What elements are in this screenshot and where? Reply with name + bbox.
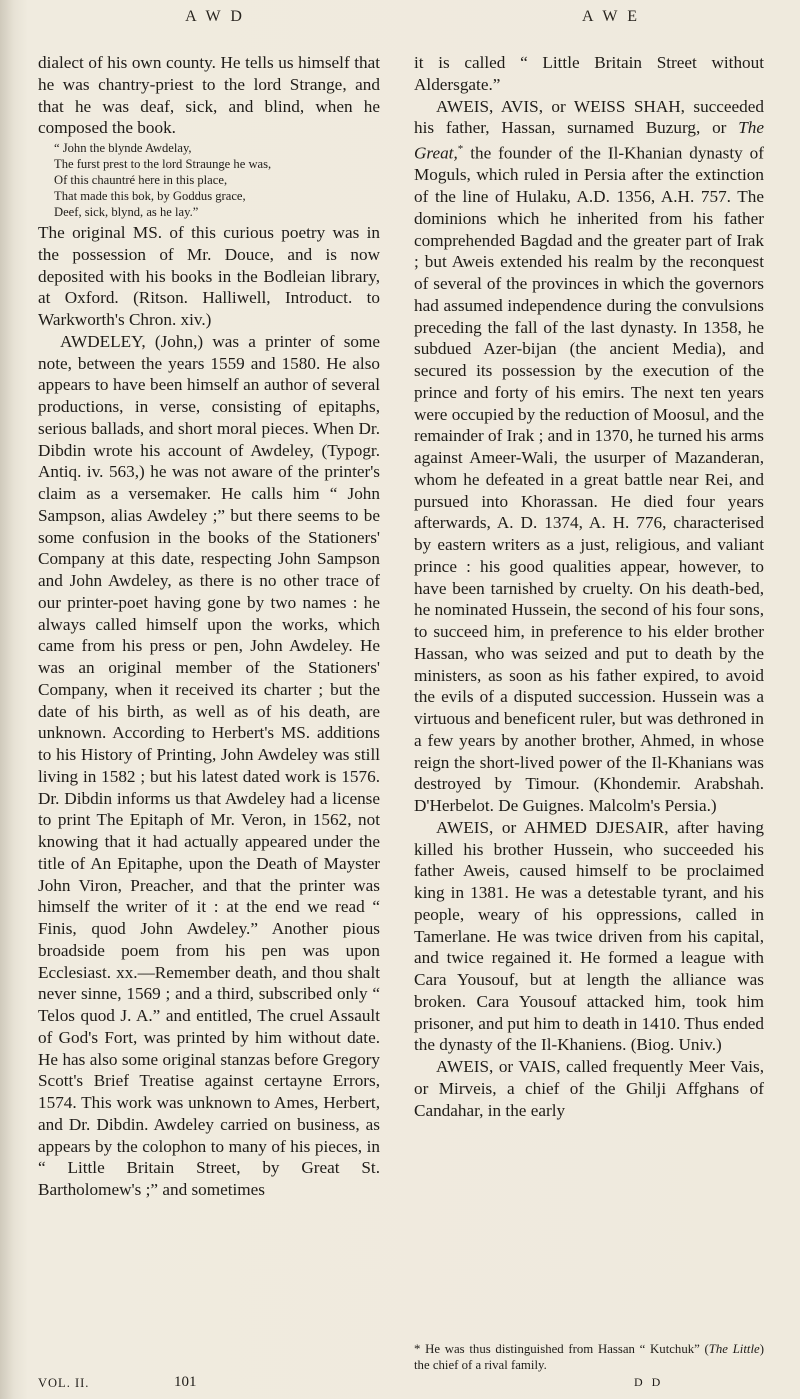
entry-text: AWEIS, AVIS, or WEISS SHAH, succeeded his father, Hassan, surnamed Buzurg, or — [414, 96, 764, 138]
page-number: 101 — [174, 1374, 197, 1390]
epithet-italic: The Great, — [414, 118, 764, 163]
footnote-italic: The Little — [708, 1342, 760, 1356]
volume-label: VOL. II. — [38, 1376, 90, 1390]
footnote-marker: * — [457, 143, 464, 155]
verse-quotation — [54, 140, 380, 220]
running-head-left: A W D — [185, 8, 245, 25]
verse-line: Deef, sick, blynd, as he lay.” — [54, 205, 199, 219]
entry-text: the founder of the Il-Khanian dynasty of Moguls, which ruled in Persia after the extinction of the line of Hulaku, A.D. 1356, A.H. 757. The dominions which he inherited from his father comprehended Bagdad and the greater part of Irak ; but Aweis extended his realm by the reconquest of several of the provinces in which the governors had assumed independence during the convulsions preceding the fall of the last dynasty. In 1358, he subdued Azer-bijan (the ancient Media), and secured its possession by the execution of the prince and forty of his emirs. The next ten years were occupied by the reduction of Moosul, and the remainder of Irak ; and in 1370, he turned his arms against Ameer-Wali, the usurper of Mazanderan, whom he defeated in a great battle near Rei, and pursued into Khorassan. He died four years afterwards, A. D. 1374, A. H. 776, characterised by eastern writers as a just, religious, and valiant prince : his good qualities appear, however, to have been tarnished by cruelty. On his death-bed, he nominated Hussein, the second of his four sons, to succeed him, in preference to his elder brother Hassan, who was seized and put to death by the ministers, as soon as his father expired, to avoid the evils of a disputed succession. Hussein was a virtuous and beneficent ruler, but was dethroned in a few years by another brother, Ahmed, in whose reign the short-lived power of the Il-Khanians was destroyed by Timour. (Khondemir. Arabshah. D'Herbelot. De Guignes. Malcolm's Persia.) — [414, 143, 764, 816]
right-column — [414, 52, 764, 1121]
entry-aweis-vais: AWEIS, or VAIS, called frequently Meer Vais, or Mirveis, a chief of the Ghilji Affghans of Candahar, in the early — [414, 1057, 764, 1120]
entry-aweis-ahmed: AWEIS, or AHMED DJESAIR, after having killed his brother Hussein, who succeeded his father Aweis, caused himself to be proclaimed king in 1381. He was a detestable tyrant, and his people, weary of his oppressions, called in Tamerlane. He was twice driven from his capital, and twice regained it. He formed a league with Cara Yousouf, but at length the alliance was broken. Cara Yousouf attacked him, took him prisoner, and put him to death in 1410. Thus ended the dynasty of the Il-Khaniens. (Biog. Univ.) — [414, 817, 764, 1055]
verse-line: “ John the blynde Awdelay, — [54, 141, 192, 155]
left-paragraph-1: dialect of his own county. He tells us himself that he was chantry-priest to the lord Strange, and that he was deaf, sick, and blind, when he composed the book. — [38, 53, 380, 138]
right-paragraph-1: it is called “ Little Britain Street without Aldersgate.” — [414, 53, 764, 94]
footnote — [414, 1342, 764, 1373]
entry-awdeley-john: AWDELEY, (John,) was a printer of some note, between the years 1559 and 1580. He also appears to have been himself an author of several productions, in verse, consisting of epitaphs, serious ballads, and short moral pieces. When Dr. Dibdin wrote his account of Awdeley, (Typogr. Antiq. iv. 563,) he was not aware of the printer's claim as a versemaker. He calls him “ John Sampson, alias Awdeley ;” but there seems to be some confusion in the books of the Stationers' Company at this date, respecting John Sampson and John Awdeley, as there is no other trace of our printer-poet having gone by two names : he always called himself upon the works, which came from his press or pen, John Awdeley. He was an original member of the Stationers' Company, when it received its charter ; but the date of his birth, as well as of his death, are unknown. According to Herbert's MS. additions to his History of Printing, John Awdeley was still living in 1582 ; but his latest dated work is 1576. Dr. Dibdin informs us that Awdeley had a license to print The Epitaph of Mr. Veron, in 1562, not knowing that it had actually appeared under the title of An Epitaphe, upon the Death of Mayster John Viron, Preacher, and that the printer was himself the writer of it : at the end we read “ Finis, quod John Awdeley.” Another pious broadside poem from his pen was upon Ecclesiast. xx.—Remember death, and thou shalt never sinne, 1569 ; and a third, subscribed only “ Telos quod J. A.” and entitled, The cruel Assault of God's Fort, was printed by him without date. He has also some original stanzas before Gregory Scott's Brief Treatise against certayne Errors, 1574. This work was unknown to Ames, Herbert, and Dr. Dibdin. Awdeley carried on business, as appears by the colophon to many of his pieces, in “ Little Britain Street, by Great St. Bartholomew's ;” and sometimes — [38, 331, 380, 1199]
verse-line: The furst prest to the lord Straunge he was, — [54, 157, 272, 171]
left-column — [38, 52, 380, 1201]
footnote-text: * He was thus distinguished from Hassan “ Kutchuk” ( — [414, 1342, 709, 1356]
verse-line: That made this bok, by Goddus grace, — [54, 189, 246, 203]
running-head-right: A W E — [582, 8, 640, 25]
entry-aweis-shah — [414, 96, 764, 817]
left-paragraph-2: The original MS. of this curious poetry was in the possession of Mr. Douce, and is now deposited with his books in the Bodleian library, at Oxford. (Ritson. Halliwell, Introduct. to Warkworth's Chron. xiv.) — [38, 223, 380, 329]
verse-line: Of this chauntré here in this place, — [54, 173, 228, 187]
signature-mark: D D — [634, 1375, 664, 1389]
footnote-text: ) the chief of a rival family. — [414, 1342, 764, 1372]
